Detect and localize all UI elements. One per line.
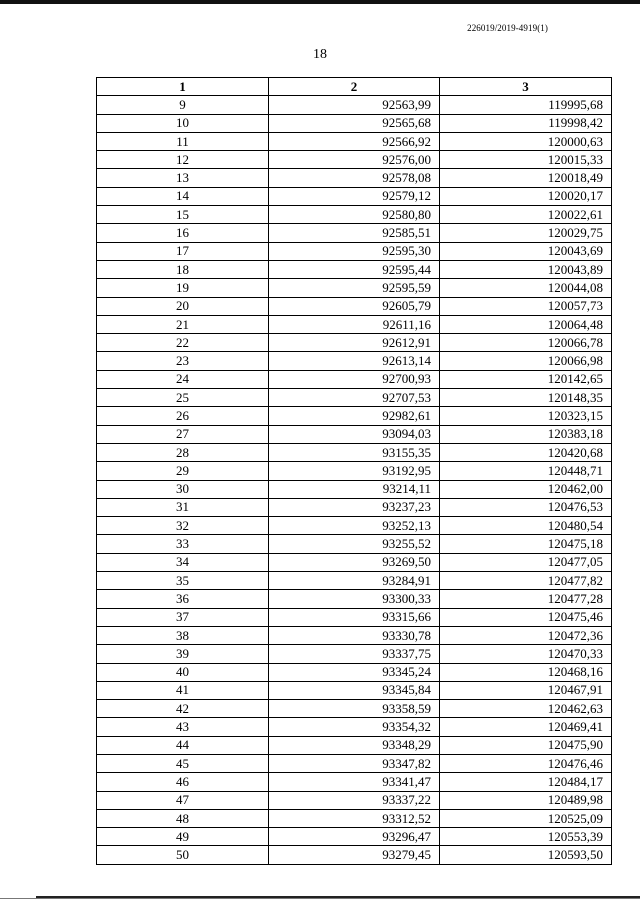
coordinate-y-cell: 120476,53 [440, 498, 612, 516]
coordinate-x-cell: 92612,91 [269, 334, 440, 352]
table-row [97, 407, 612, 425]
row-number-cell: 36 [97, 590, 269, 608]
coordinate-y-cell: 120066,98 [440, 352, 612, 370]
row-number-cell: 12 [97, 151, 269, 169]
coordinate-x-cell: 93337,75 [269, 645, 440, 663]
table-row [97, 754, 612, 772]
bottom-border-thin-line [0, 898, 640, 899]
coordinate-x-cell: 93300,33 [269, 590, 440, 608]
row-number-cell: 43 [97, 718, 269, 736]
row-number-cell: 17 [97, 242, 269, 260]
table-row [97, 224, 612, 242]
row-number-cell: 44 [97, 736, 269, 754]
row-number-cell: 40 [97, 663, 269, 681]
coordinate-y-cell: 119998,42 [440, 114, 612, 132]
table-row [97, 151, 612, 169]
table-row [97, 169, 612, 187]
table-row [97, 590, 612, 608]
coordinate-y-cell: 120448,71 [440, 462, 612, 480]
coordinate-x-cell: 92566,92 [269, 132, 440, 150]
coordinate-y-cell: 120470,33 [440, 645, 612, 663]
row-number-cell: 45 [97, 754, 269, 772]
coordinate-x-cell: 92595,44 [269, 260, 440, 278]
table-row [97, 791, 612, 809]
table-row [97, 132, 612, 150]
coordinate-x-cell: 93330,78 [269, 626, 440, 644]
table-row [97, 663, 612, 681]
coordinate-x-cell: 93348,29 [269, 736, 440, 754]
coordinate-y-cell: 120475,18 [440, 535, 612, 553]
row-number-cell: 9 [97, 96, 269, 114]
coordinate-y-cell: 120477,05 [440, 553, 612, 571]
table-row [97, 718, 612, 736]
table-row [97, 846, 612, 864]
table-row [97, 352, 612, 370]
coordinate-y-cell: 120323,15 [440, 407, 612, 425]
column-header: 3 [440, 78, 612, 96]
table-row [97, 626, 612, 644]
coordinate-y-cell: 120476,46 [440, 754, 612, 772]
coordinate-y-cell: 120489,98 [440, 791, 612, 809]
coordinate-x-cell: 93237,23 [269, 498, 440, 516]
coordinate-y-cell: 120029,75 [440, 224, 612, 242]
header-row [97, 78, 612, 96]
row-number-cell: 11 [97, 132, 269, 150]
coordinate-y-cell: 120420,68 [440, 443, 612, 461]
table-row [97, 608, 612, 626]
row-number-cell: 29 [97, 462, 269, 480]
table-body [97, 96, 612, 864]
coordinate-x-cell: 93341,47 [269, 773, 440, 791]
coordinate-y-cell: 120018,49 [440, 169, 612, 187]
coordinate-y-cell: 120593,50 [440, 846, 612, 864]
coordinate-y-cell: 120484,17 [440, 773, 612, 791]
table-row [97, 572, 612, 590]
coordinate-x-cell: 92563,99 [269, 96, 440, 114]
table-row [97, 462, 612, 480]
row-number-cell: 25 [97, 389, 269, 407]
row-number-cell: 20 [97, 297, 269, 315]
coordinate-x-cell: 93315,66 [269, 608, 440, 626]
coordinate-y-cell: 120066,78 [440, 334, 612, 352]
coordinate-x-cell: 93269,50 [269, 553, 440, 571]
coordinate-y-cell: 120064,48 [440, 315, 612, 333]
row-number-cell: 42 [97, 700, 269, 718]
row-number-cell: 48 [97, 809, 269, 827]
row-number-cell: 21 [97, 315, 269, 333]
coordinate-x-cell: 93155,35 [269, 443, 440, 461]
row-number-cell: 33 [97, 535, 269, 553]
coordinate-x-cell: 92611,16 [269, 315, 440, 333]
row-number-cell: 27 [97, 425, 269, 443]
coordinate-y-cell: 120462,63 [440, 700, 612, 718]
table-row [97, 260, 612, 278]
table-row [97, 297, 612, 315]
document-id: 226019/2019-4919(1) [467, 23, 548, 33]
row-number-cell: 46 [97, 773, 269, 791]
coordinate-x-cell: 93312,52 [269, 809, 440, 827]
coordinate-x-cell: 93094,03 [269, 425, 440, 443]
coordinate-y-cell: 120015,33 [440, 151, 612, 169]
row-number-cell: 31 [97, 498, 269, 516]
table-row [97, 553, 612, 571]
row-number-cell: 23 [97, 352, 269, 370]
coordinate-y-cell: 120477,82 [440, 572, 612, 590]
table-row [97, 700, 612, 718]
table-row [97, 425, 612, 443]
coordinate-x-cell: 92579,12 [269, 187, 440, 205]
coordinate-x-cell: 93284,91 [269, 572, 440, 590]
coordinate-x-cell: 92700,93 [269, 370, 440, 388]
table-row [97, 828, 612, 846]
coordinate-x-cell: 93358,59 [269, 700, 440, 718]
row-number-cell: 39 [97, 645, 269, 663]
coordinate-y-cell: 119995,68 [440, 96, 612, 114]
row-number-cell: 15 [97, 206, 269, 224]
row-number-cell: 22 [97, 334, 269, 352]
coordinate-x-cell: 93354,32 [269, 718, 440, 736]
row-number-cell: 32 [97, 517, 269, 535]
row-number-cell: 24 [97, 370, 269, 388]
coordinate-y-cell: 120142,65 [440, 370, 612, 388]
page-number: 18 [313, 47, 327, 62]
row-number-cell: 38 [97, 626, 269, 644]
table-row [97, 535, 612, 553]
coordinate-y-cell: 120477,28 [440, 590, 612, 608]
table-row [97, 315, 612, 333]
coordinate-y-cell: 120043,69 [440, 242, 612, 260]
coordinate-y-cell: 120383,18 [440, 425, 612, 443]
coordinate-x-cell: 92580,80 [269, 206, 440, 224]
table-row [97, 187, 612, 205]
row-number-cell: 13 [97, 169, 269, 187]
coordinate-x-cell: 93255,52 [269, 535, 440, 553]
table-row [97, 114, 612, 132]
coordinate-x-cell: 93347,82 [269, 754, 440, 772]
top-border-line [0, 0, 640, 4]
table-row [97, 736, 612, 754]
coordinate-y-cell: 120525,09 [440, 809, 612, 827]
table-row [97, 443, 612, 461]
row-number-cell: 49 [97, 828, 269, 846]
table-row [97, 517, 612, 535]
table-row [97, 334, 612, 352]
coordinate-y-cell: 120480,54 [440, 517, 612, 535]
coordinate-y-cell: 120000,63 [440, 132, 612, 150]
coordinate-y-cell: 120044,08 [440, 279, 612, 297]
coordinate-y-cell: 120057,73 [440, 297, 612, 315]
column-header: 1 [97, 78, 269, 96]
coordinate-x-cell: 92576,00 [269, 151, 440, 169]
row-number-cell: 14 [97, 187, 269, 205]
table-row [97, 206, 612, 224]
row-number-cell: 35 [97, 572, 269, 590]
table-header [97, 78, 612, 96]
table-row [97, 773, 612, 791]
column-header: 2 [269, 78, 440, 96]
coordinate-x-cell: 93296,47 [269, 828, 440, 846]
coordinate-x-cell: 92707,53 [269, 389, 440, 407]
table-row [97, 370, 612, 388]
coordinate-y-cell: 120475,90 [440, 736, 612, 754]
coordinate-y-cell: 120467,91 [440, 681, 612, 699]
row-number-cell: 50 [97, 846, 269, 864]
coordinate-y-cell: 120468,16 [440, 663, 612, 681]
coordinate-y-cell: 120472,36 [440, 626, 612, 644]
table-row [97, 809, 612, 827]
row-number-cell: 47 [97, 791, 269, 809]
coordinate-x-cell: 93214,11 [269, 480, 440, 498]
row-number-cell: 37 [97, 608, 269, 626]
coordinate-y-cell: 120469,41 [440, 718, 612, 736]
row-number-cell: 19 [97, 279, 269, 297]
coordinate-y-cell: 120022,61 [440, 206, 612, 224]
table-row [97, 279, 612, 297]
coordinate-y-cell: 120020,17 [440, 187, 612, 205]
table-row [97, 645, 612, 663]
coordinate-x-cell: 92565,68 [269, 114, 440, 132]
coordinate-x-cell: 93252,13 [269, 517, 440, 535]
row-number-cell: 18 [97, 260, 269, 278]
row-number-cell: 10 [97, 114, 269, 132]
coordinate-x-cell: 92605,79 [269, 297, 440, 315]
row-number-cell: 41 [97, 681, 269, 699]
table-row [97, 480, 612, 498]
coordinate-x-cell: 93192,95 [269, 462, 440, 480]
table-row [97, 681, 612, 699]
coordinate-x-cell: 93279,45 [269, 846, 440, 864]
coordinate-x-cell: 92595,59 [269, 279, 440, 297]
row-number-cell: 34 [97, 553, 269, 571]
coordinate-x-cell: 93345,84 [269, 681, 440, 699]
row-number-cell: 28 [97, 443, 269, 461]
coordinate-x-cell: 92982,61 [269, 407, 440, 425]
coordinate-x-cell: 93337,22 [269, 791, 440, 809]
table-row [97, 498, 612, 516]
coordinate-y-cell: 120043,89 [440, 260, 612, 278]
coordinate-y-cell: 120148,35 [440, 389, 612, 407]
coordinate-x-cell: 92613,14 [269, 352, 440, 370]
table-row [97, 389, 612, 407]
coordinates-table [96, 77, 612, 865]
coordinate-x-cell: 92595,30 [269, 242, 440, 260]
coordinate-x-cell: 93345,24 [269, 663, 440, 681]
table-row [97, 96, 612, 114]
coordinate-x-cell: 92585,51 [269, 224, 440, 242]
table-row [97, 242, 612, 260]
row-number-cell: 16 [97, 224, 269, 242]
row-number-cell: 30 [97, 480, 269, 498]
coordinate-y-cell: 120475,46 [440, 608, 612, 626]
coordinate-y-cell: 120553,39 [440, 828, 612, 846]
coordinate-y-cell: 120462,00 [440, 480, 612, 498]
row-number-cell: 26 [97, 407, 269, 425]
coordinate-x-cell: 92578,08 [269, 169, 440, 187]
